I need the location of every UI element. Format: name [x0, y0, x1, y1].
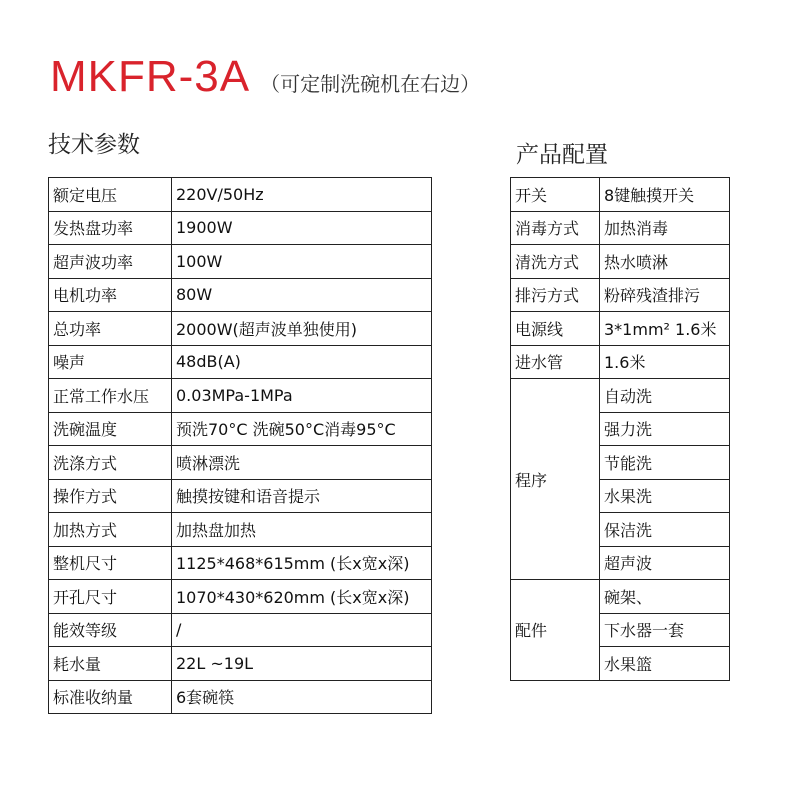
spec-value: 1070*430*620mm (长x宽x深)	[172, 580, 432, 614]
table-row	[49, 211, 432, 245]
program-item: 自动洗	[600, 379, 730, 413]
program-item: 节能洗	[600, 446, 730, 480]
table-row	[49, 312, 432, 346]
table-row	[511, 345, 730, 379]
model-name: MKFR-3A	[50, 52, 251, 101]
spec-value: 220V/50Hz	[172, 178, 432, 212]
config-value: 3*1mm² 1.6米	[600, 312, 730, 346]
table-row	[511, 211, 730, 245]
spec-label: 整机尺寸	[49, 546, 172, 580]
table-row	[49, 178, 432, 212]
table-row	[511, 245, 730, 279]
spec-label: 发热盘功率	[49, 211, 172, 245]
config-label: 排污方式	[511, 278, 600, 312]
spec-value: 1900W	[172, 211, 432, 245]
spec-value: 0.03MPa-1MPa	[172, 379, 432, 413]
config-value: 热水喷淋	[600, 245, 730, 279]
spec-label: 总功率	[49, 312, 172, 346]
spec-label: 耗水量	[49, 647, 172, 681]
spec-label: 电机功率	[49, 278, 172, 312]
table-row	[511, 178, 730, 212]
spec-label: 标准收纳量	[49, 680, 172, 714]
spec-value: 触摸按键和语音提示	[172, 479, 432, 513]
config-table	[510, 177, 730, 681]
spec-label: 开孔尺寸	[49, 580, 172, 614]
table-row	[49, 245, 432, 279]
table-row	[511, 580, 730, 614]
config-label: 进水管	[511, 345, 600, 379]
specs-heading: 技术参数	[48, 132, 140, 158]
table-row	[49, 580, 432, 614]
spec-value: 预洗70°C 洗碗50°C消毒95°C	[172, 412, 432, 446]
spec-value: 6套碗筷	[172, 680, 432, 714]
spec-value: 48dB(A)	[172, 345, 432, 379]
program-item: 强力洗	[600, 412, 730, 446]
table-row	[49, 412, 432, 446]
page-title	[50, 52, 480, 102]
table-row	[49, 446, 432, 480]
table-row	[49, 479, 432, 513]
model-note: （可定制洗碗机在右边）	[260, 72, 481, 96]
table-row	[511, 278, 730, 312]
spec-label: 操作方式	[49, 479, 172, 513]
spec-value: 1125*468*615mm (长x宽x深)	[172, 546, 432, 580]
spec-value: 加热盘加热	[172, 513, 432, 547]
spec-label: 洗碗温度	[49, 412, 172, 446]
spec-value: 喷淋漂洗	[172, 446, 432, 480]
table-row	[49, 647, 432, 681]
spec-value: 22L ~19L	[172, 647, 432, 681]
accessory-item: 碗架、	[600, 580, 730, 614]
spec-value: /	[172, 613, 432, 647]
table-row	[49, 613, 432, 647]
spec-value: 2000W(超声波单独使用)	[172, 312, 432, 346]
program-label: 程序	[511, 379, 600, 580]
table-row	[49, 513, 432, 547]
config-label: 清洗方式	[511, 245, 600, 279]
config-label: 消毒方式	[511, 211, 600, 245]
program-item: 超声波	[600, 546, 730, 580]
table-row	[49, 278, 432, 312]
spec-label: 加热方式	[49, 513, 172, 547]
config-label: 电源线	[511, 312, 600, 346]
table-row	[49, 379, 432, 413]
program-item: 水果洗	[600, 479, 730, 513]
spec-label: 超声波功率	[49, 245, 172, 279]
table-row	[511, 379, 730, 413]
specs-table	[48, 177, 432, 714]
program-item: 保洁洗	[600, 513, 730, 547]
table-row	[511, 312, 730, 346]
table-row	[49, 680, 432, 714]
spec-label: 正常工作水压	[49, 379, 172, 413]
config-value: 粉碎残渣排污	[600, 278, 730, 312]
config-heading: 产品配置	[516, 142, 608, 168]
accessories-label: 配件	[511, 580, 600, 681]
spec-label: 洗涤方式	[49, 446, 172, 480]
spec-label: 额定电压	[49, 178, 172, 212]
accessory-item: 水果篮	[600, 647, 730, 681]
spec-value: 100W	[172, 245, 432, 279]
config-value: 1.6米	[600, 345, 730, 379]
config-label: 开关	[511, 178, 600, 212]
table-row	[49, 546, 432, 580]
spec-value: 80W	[172, 278, 432, 312]
table-row	[49, 345, 432, 379]
spec-label: 噪声	[49, 345, 172, 379]
config-value: 加热消毒	[600, 211, 730, 245]
config-value: 8键触摸开关	[600, 178, 730, 212]
spec-label: 能效等级	[49, 613, 172, 647]
accessory-item: 下水器一套	[600, 613, 730, 647]
